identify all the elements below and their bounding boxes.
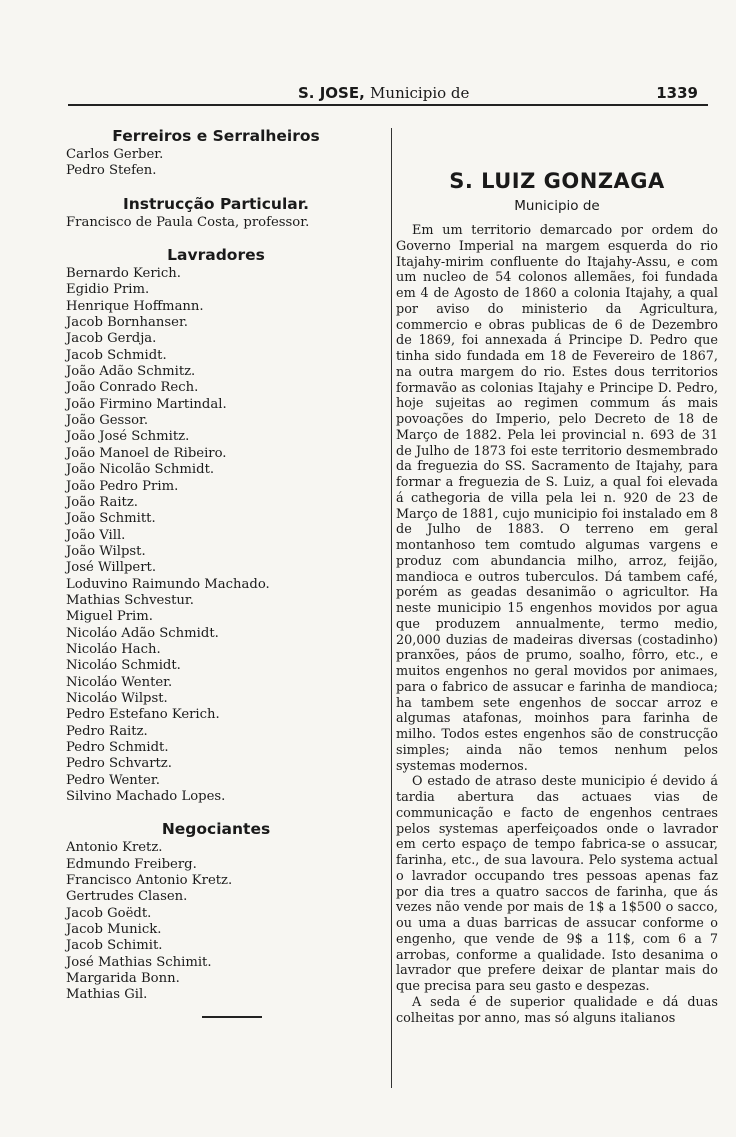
column-divider: [391, 128, 392, 1088]
section-title-negociantes: Negociantes: [161, 820, 271, 839]
list-item: João Firmino Martindal.: [66, 396, 227, 412]
body-paragraph: Em um territorio demarcado por ordem do Governo Imperial na margem esquerda do rio Itajahy-mirim confluente do Itajahy-Assu, e com um nucleo de 54 colonos allemães, foi fundada em 4 de Agosto de 1860 a colonia Itajahy, a qual por aviso do ministerio da Agricultura, commercio e obras publicas de 6 de Dezembro de 1869, foi annexada á Principe D. Pedro que tinha sido fundada em 18 de Fevereiro de 1867, na outra margem do rio. Estes dous territorios formavão as colonias Itajahy e Principe D. Pedro, hoje sujeitas ao regimen commum ás mais povoações do Imperio, pelo Decreto de 18 de Março de 1882. Pela lei provincial n. 693 de 31 de Julho de 1873 foi este territorio desmembrado da freguezia do SS. Sacramento de Itajahy, para formar a freguezia de S. Luiz, a qual foi elevada á cathegoria de villa pela lei n. 920 de 23 de Março de 1881, cujo municipio foi instalado em 8 de Julho de 1883. O terreno em geral montanhoso tem comtudo algumas vargens e produz com abundancia milho, arroz, feijão, mandioca e outros tuberculos. Dá tambem café, porém as geadas desanimão o agricultor. Ha neste municipio 15 engenhos movidos por agua que produzem annualmente, termo medio, 20,000 duzias de madeiras diversas (costadinho) pranxões, páos de prumo, soalho, fôrro, etc., e muitos engenhos no geral movidos por animaes, para o fabrico de assucar e farinha de mandioca; ha tambem sete engenhos de soccar arroz e algumas atafonas, moinhos para farinha de milho. Todos estes engenhos são de construcção simples; ainda não temos nenhum pelos systemas modernos.: [396, 223, 718, 774]
list-item: Francisco de Paula Costa, professor.: [66, 214, 310, 230]
list-item: João Wilpst.: [66, 543, 146, 559]
municipality-subtitle: Municipio de: [514, 198, 600, 214]
name-list-negociantes: [66, 840, 366, 1003]
section-title-lavradores: Lavradores: [167, 246, 265, 265]
list-item: José Mathias Schimit.: [66, 954, 212, 970]
list-item: Pedro Wenter.: [66, 772, 160, 788]
list-item: Gertrudes Clasen.: [66, 889, 188, 905]
list-item: Jacob Bornhanser.: [66, 315, 189, 331]
municipality-title: S. LUIZ GONZAGA: [449, 169, 665, 193]
list-item: Nicoláo Wenter.: [66, 674, 173, 690]
list-item: João Pedro Prim.: [66, 478, 179, 494]
list-item: Carlos Gerber.: [66, 147, 164, 162]
section-title-ferreiros: Ferreiros e Serralheiros: [112, 127, 320, 145]
list-item: João Manoel de Ribeiro.: [66, 445, 227, 461]
list-item: João Vill.: [66, 527, 126, 543]
left-column: [66, 126, 366, 1018]
list-item: Nicoláo Schmidt.: [66, 658, 181, 674]
running-head-place: S. JOSE,: [298, 84, 365, 102]
list-item: Pedro Stefen.: [66, 163, 157, 179]
list-item: João Schmitt.: [66, 511, 156, 527]
list-item: Miguel Prim.: [66, 609, 153, 625]
list-item: Pedro Raitz.: [66, 723, 148, 739]
name-list-instruccao: [66, 215, 366, 231]
name-list-lavradores: [66, 266, 366, 805]
body-paragraph: A seda é de superior qualidade e dá duas colheitas por anno, mas só alguns italianos: [396, 994, 718, 1026]
list-item: Antonio Kretz.: [66, 840, 163, 856]
list-item: Mathias Gil.: [66, 987, 148, 1003]
list-item: Jacob Munick.: [66, 922, 162, 938]
running-head-label: Municipio de: [370, 84, 470, 102]
list-item: Jacob Schimit.: [66, 938, 163, 954]
list-item: Bernardo Kerich.: [66, 266, 181, 282]
section-end-rule: [202, 1016, 262, 1018]
list-item: Silvino Machado Lopes.: [66, 789, 226, 805]
list-item: Jacob Goëdt.: [66, 905, 152, 921]
list-item: João Nicolão Schmidt.: [66, 462, 215, 478]
list-item: Mathias Schvestur.: [66, 592, 194, 608]
list-item: Margarida Bonn.: [66, 971, 180, 987]
page-header: [68, 84, 708, 110]
section-title-instruccao: Instrucção Particular.: [122, 194, 310, 213]
list-item: João Conrado Rech.: [66, 380, 199, 396]
list-item: Pedro Estefano Kerich.: [66, 707, 220, 723]
list-item: Loduvino Raimundo Machado.: [66, 576, 270, 592]
header-rule: [68, 104, 708, 106]
list-item: Edmundo Freiberg.: [66, 856, 197, 872]
list-item: João Adão Schmitz.: [66, 364, 196, 380]
name-list-ferreiros: [66, 147, 366, 180]
list-item: Nicoláo Adão Schmidt.: [66, 625, 219, 641]
list-item: Pedro Schmidt.: [66, 740, 169, 755]
list-item: Egidio Prim.: [66, 282, 150, 298]
body-paragraph: O estado de atraso deste municipio é devido á tardia abertura das actuaes vias de communicação e facto de engenhos centraes pelos systemas aperfeiçoados onde o lavrador em certo espaço de tempo fabrica-se o assucar, farinha, etc., de sua lavoura. Pelo systema actual o lavrador occupando tres pessoas apenas faz por dia tres a quatro saccos de farinha, que ás vezes não vende por mais de 1$ a 1$500 o sacco, ou uma a duas barricas de assucar conforme o engenho, que vende de 9$ a 11$, com 6 a 7 arrobas, conforme a qualidade. Isto desanima o lavrador que prefere deixar de plantar mais do que precisa para seu gasto e despezas.: [396, 774, 718, 994]
list-item: João José Schmitz.: [66, 429, 190, 445]
list-item: Jacob Gerdja.: [66, 331, 157, 347]
page-number: 1339: [656, 84, 698, 102]
list-item: João Gessor.: [66, 413, 149, 429]
list-item: Nicoláo Wilpst.: [66, 690, 168, 706]
list-item: Henrique Hoffmann.: [66, 298, 204, 314]
list-item: Nicoláo Hach.: [66, 641, 161, 657]
list-item: Jacob Schmidt.: [66, 347, 167, 363]
right-column: [396, 168, 718, 1026]
running-head: [298, 84, 469, 102]
list-item: Pedro Schvartz.: [66, 756, 172, 772]
list-item: João Raitz.: [66, 494, 138, 510]
list-item: Francisco Antonio Kretz.: [66, 873, 233, 889]
list-item: José Willpert.: [66, 560, 157, 576]
